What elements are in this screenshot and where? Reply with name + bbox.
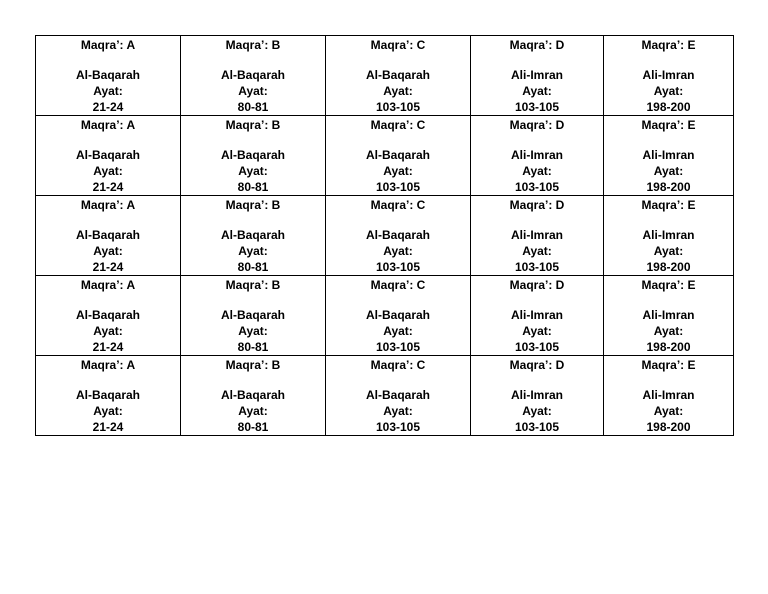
spacer <box>604 53 733 67</box>
ayat-range: 21-24 <box>92 340 124 354</box>
table-row <box>36 356 734 436</box>
spacer <box>604 373 733 387</box>
maqra-label: Maqra’: E <box>641 278 696 292</box>
maqra-card-cell <box>36 116 181 196</box>
spacer <box>471 293 603 307</box>
surah-name: Ali-Imran <box>642 228 695 242</box>
surah-name: Al-Baqarah <box>220 68 285 82</box>
maqra-label: Maqra’: A <box>80 118 136 132</box>
maqra-label: Maqra’: E <box>641 38 696 52</box>
surah-name: Ali-Imran <box>510 228 563 242</box>
maqra-card-cell <box>181 196 326 276</box>
maqra-label: Maqra’: C <box>370 198 426 212</box>
maqra-label: Maqra’: B <box>225 358 281 372</box>
maqra-label: Maqra’: E <box>641 358 696 372</box>
ayat-range: 103-105 <box>375 260 421 274</box>
ayat-range: 103-105 <box>514 260 560 274</box>
ayat-range: 21-24 <box>92 100 124 114</box>
maqra-card-cell <box>604 36 734 116</box>
spacer <box>181 53 325 67</box>
ayat-range: 80-81 <box>237 100 269 114</box>
surah-name: Ali-Imran <box>642 68 695 82</box>
ayat-range: 103-105 <box>375 100 421 114</box>
maqra-card-cell <box>181 356 326 436</box>
spacer <box>604 293 733 307</box>
maqra-card-cell <box>604 196 734 276</box>
spacer <box>471 213 603 227</box>
maqra-label: Maqra’: D <box>509 358 565 372</box>
ayat-range: 103-105 <box>514 340 560 354</box>
maqra-card-cell <box>604 116 734 196</box>
ayat-range: 198-200 <box>646 100 691 114</box>
maqra-card-cell <box>326 276 471 356</box>
ayat-range: 103-105 <box>375 420 421 434</box>
spacer <box>604 133 733 147</box>
surah-name: Ali-Imran <box>642 308 695 322</box>
maqra-label: Maqra’: D <box>509 38 565 52</box>
maqra-label: Maqra’: A <box>80 38 136 52</box>
ayat-range: 103-105 <box>514 180 560 194</box>
surah-name: Al-Baqarah <box>75 148 140 162</box>
spacer <box>181 133 325 147</box>
surah-name: Ali-Imran <box>510 148 563 162</box>
surah-name: Ali-Imran <box>642 148 695 162</box>
table-row <box>36 276 734 356</box>
spacer <box>326 213 470 227</box>
maqra-card-cell <box>604 276 734 356</box>
surah-name: Al-Baqarah <box>220 228 285 242</box>
ayat-label: Ayat: <box>522 84 552 98</box>
maqra-card-cell <box>326 36 471 116</box>
maqra-card-cell <box>36 36 181 116</box>
maqra-card-cell <box>181 36 326 116</box>
spacer <box>326 133 470 147</box>
spacer <box>326 53 470 67</box>
maqra-table <box>35 35 734 436</box>
ayat-label: Ayat: <box>653 404 684 418</box>
spacer <box>181 213 325 227</box>
ayat-range: 80-81 <box>237 340 269 354</box>
maqra-label: Maqra’: D <box>509 198 565 212</box>
surah-name: Al-Baqarah <box>75 68 140 82</box>
spacer <box>326 293 470 307</box>
surah-name: Ali-Imran <box>510 68 563 82</box>
ayat-label: Ayat: <box>383 164 413 178</box>
spacer <box>36 53 180 67</box>
maqra-card-cell <box>471 116 604 196</box>
surah-name: Al-Baqarah <box>75 228 140 242</box>
maqra-label: Maqra’: E <box>641 118 696 132</box>
ayat-label: Ayat: <box>383 404 413 418</box>
maqra-label: Maqra’: A <box>80 278 136 292</box>
maqra-label: Maqra’: B <box>225 38 281 52</box>
maqra-label: Maqra’: C <box>370 358 426 372</box>
maqra-label: Maqra’: A <box>80 198 136 212</box>
ayat-range: 198-200 <box>646 420 691 434</box>
maqra-label: Maqra’: B <box>225 198 281 212</box>
maqra-card-cell <box>471 36 604 116</box>
surah-name: Al-Baqarah <box>365 228 430 242</box>
ayat-label: Ayat: <box>653 84 684 98</box>
ayat-label: Ayat: <box>238 164 268 178</box>
surah-name: Al-Baqarah <box>365 68 430 82</box>
surah-name: Al-Baqarah <box>75 388 140 402</box>
surah-name: Al-Baqarah <box>365 148 430 162</box>
maqra-label: Maqra’: B <box>225 278 281 292</box>
surah-name: Al-Baqarah <box>365 388 430 402</box>
table-row <box>36 196 734 276</box>
ayat-range: 198-200 <box>646 340 691 354</box>
ayat-label: Ayat: <box>238 324 268 338</box>
surah-name: Ali-Imran <box>510 308 563 322</box>
maqra-card-cell <box>326 356 471 436</box>
spacer <box>36 373 180 387</box>
spacer <box>181 293 325 307</box>
surah-name: Ali-Imran <box>510 388 563 402</box>
ayat-label: Ayat: <box>383 324 413 338</box>
spacer <box>326 373 470 387</box>
maqra-label: Maqra’: A <box>80 358 136 372</box>
spacer <box>36 213 180 227</box>
maqra-card-cell <box>326 116 471 196</box>
maqra-label: Maqra’: C <box>370 278 426 292</box>
table-row <box>36 36 734 116</box>
ayat-label: Ayat: <box>522 404 552 418</box>
spacer <box>181 373 325 387</box>
maqra-card-cell <box>326 196 471 276</box>
maqra-card-cell <box>36 356 181 436</box>
ayat-label: Ayat: <box>383 244 413 258</box>
ayat-label: Ayat: <box>93 404 123 418</box>
ayat-range: 80-81 <box>237 420 269 434</box>
ayat-label: Ayat: <box>238 244 268 258</box>
maqra-card-cell <box>181 116 326 196</box>
maqra-label: Maqra’: C <box>370 118 426 132</box>
ayat-range: 80-81 <box>237 180 269 194</box>
spacer <box>471 133 603 147</box>
ayat-range: 21-24 <box>92 420 124 434</box>
maqra-table-body <box>36 36 734 436</box>
maqra-label: Maqra’: D <box>509 118 565 132</box>
surah-name: Al-Baqarah <box>365 308 430 322</box>
ayat-range: 80-81 <box>237 260 269 274</box>
ayat-range: 103-105 <box>375 340 421 354</box>
ayat-range: 198-200 <box>646 180 691 194</box>
ayat-label: Ayat: <box>653 164 684 178</box>
surah-name: Al-Baqarah <box>220 148 285 162</box>
maqra-label: Maqra’: D <box>509 278 565 292</box>
surah-name: Al-Baqarah <box>75 308 140 322</box>
maqra-card-cell <box>471 356 604 436</box>
maqra-card-cell <box>471 196 604 276</box>
spacer <box>471 373 603 387</box>
ayat-range: 21-24 <box>92 260 124 274</box>
maqra-card-cell <box>471 276 604 356</box>
ayat-label: Ayat: <box>653 244 684 258</box>
ayat-range: 103-105 <box>514 100 560 114</box>
ayat-label: Ayat: <box>522 244 552 258</box>
surah-name: Al-Baqarah <box>220 388 285 402</box>
surah-name: Ali-Imran <box>642 388 695 402</box>
ayat-range: 21-24 <box>92 180 124 194</box>
ayat-label: Ayat: <box>93 164 123 178</box>
ayat-label: Ayat: <box>653 324 684 338</box>
table-row <box>36 116 734 196</box>
ayat-range: 103-105 <box>514 420 560 434</box>
maqra-label: Maqra’: C <box>370 38 426 52</box>
spacer <box>36 293 180 307</box>
ayat-label: Ayat: <box>522 164 552 178</box>
surah-name: Al-Baqarah <box>220 308 285 322</box>
spacer <box>36 133 180 147</box>
spacer <box>471 53 603 67</box>
ayat-label: Ayat: <box>522 324 552 338</box>
maqra-card-cell <box>181 276 326 356</box>
ayat-label: Ayat: <box>238 84 268 98</box>
ayat-label: Ayat: <box>93 324 123 338</box>
ayat-label: Ayat: <box>93 244 123 258</box>
ayat-label: Ayat: <box>93 84 123 98</box>
maqra-label: Maqra’: E <box>641 198 696 212</box>
ayat-range: 103-105 <box>375 180 421 194</box>
maqra-card-cell <box>604 356 734 436</box>
ayat-label: Ayat: <box>238 404 268 418</box>
maqra-card-cell <box>36 276 181 356</box>
maqra-label: Maqra’: B <box>225 118 281 132</box>
spacer <box>604 213 733 227</box>
ayat-range: 198-200 <box>646 260 691 274</box>
maqra-card-cell <box>36 196 181 276</box>
ayat-label: Ayat: <box>383 84 413 98</box>
